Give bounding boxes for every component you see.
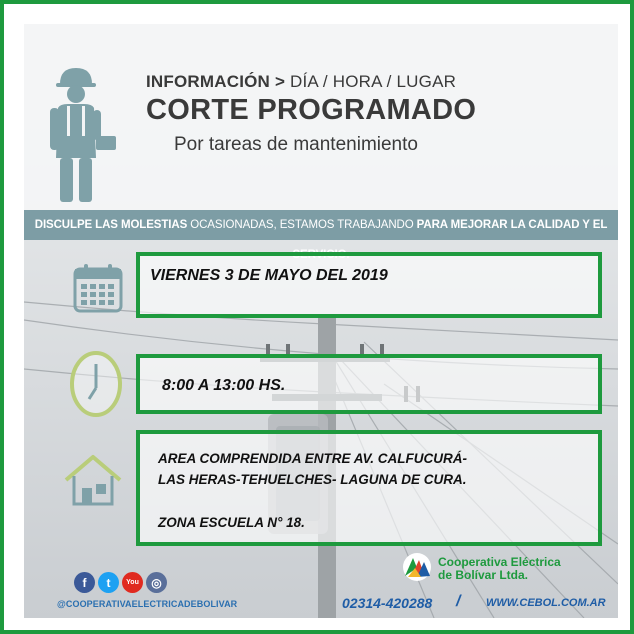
place-line-3: ZONA ESCUELA N° 18. [158, 515, 305, 530]
place-line-1: AREA COMPRENDIDA ENTRE AV. CALFUCURÁ- [158, 451, 468, 466]
banner-part3: PARA MEJORAR LA CALIDAD Y EL [416, 219, 608, 231]
youtube-icon[interactable]: You [122, 572, 143, 593]
cooperative-name [438, 556, 561, 582]
date-box [136, 252, 602, 318]
worker-icon [46, 66, 126, 206]
house-icon [62, 452, 124, 508]
social-icons [74, 572, 167, 594]
phone-number[interactable]: 02314-420288 [342, 595, 433, 611]
place-box [136, 430, 602, 546]
place-line-2: LAS HERAS-TEHUELCHES- LAGUNA DE CURA. [158, 472, 467, 487]
coop-line-2: de Bolívar Ltda. [438, 568, 529, 582]
time-box [136, 354, 602, 414]
info-prefix: INFORMACIÓN > [146, 72, 286, 91]
banner-part1: DISCULPE LAS MOLESTIAS [34, 219, 188, 231]
apology-banner [24, 210, 618, 240]
cooperative-logo [402, 552, 432, 582]
website-link[interactable]: WWW.CEBOL.COM.AR [486, 597, 606, 609]
coop-line-1: Cooperativa Eléctrica [438, 555, 561, 569]
twitter-icon[interactable]: t [98, 572, 119, 593]
clock-icon [68, 350, 124, 418]
time-text: 8:00 A 13:00 HS. [162, 377, 286, 394]
banner-part2: OCASIONADAS, ESTAMOS TRABAJANDO [187, 219, 417, 231]
social-handle[interactable]: @COOPERATIVAELECTRICADEBOLIVAR [57, 599, 238, 609]
date-text: VIERNES 3 DE MAYO DEL 2019 [150, 267, 388, 284]
poster-body [24, 24, 618, 618]
header-info [146, 72, 456, 92]
page-title: CORTE PROGRAMADO [146, 94, 477, 126]
instagram-icon[interactable]: ◎ [146, 572, 167, 593]
page-subtitle: Por tareas de mantenimiento [174, 134, 418, 155]
footer-separator: / [456, 593, 461, 610]
info-details: DÍA / HORA / LUGAR [285, 72, 457, 91]
calendar-icon [72, 262, 124, 314]
facebook-icon[interactable]: f [74, 572, 95, 593]
header-panel [24, 24, 618, 212]
